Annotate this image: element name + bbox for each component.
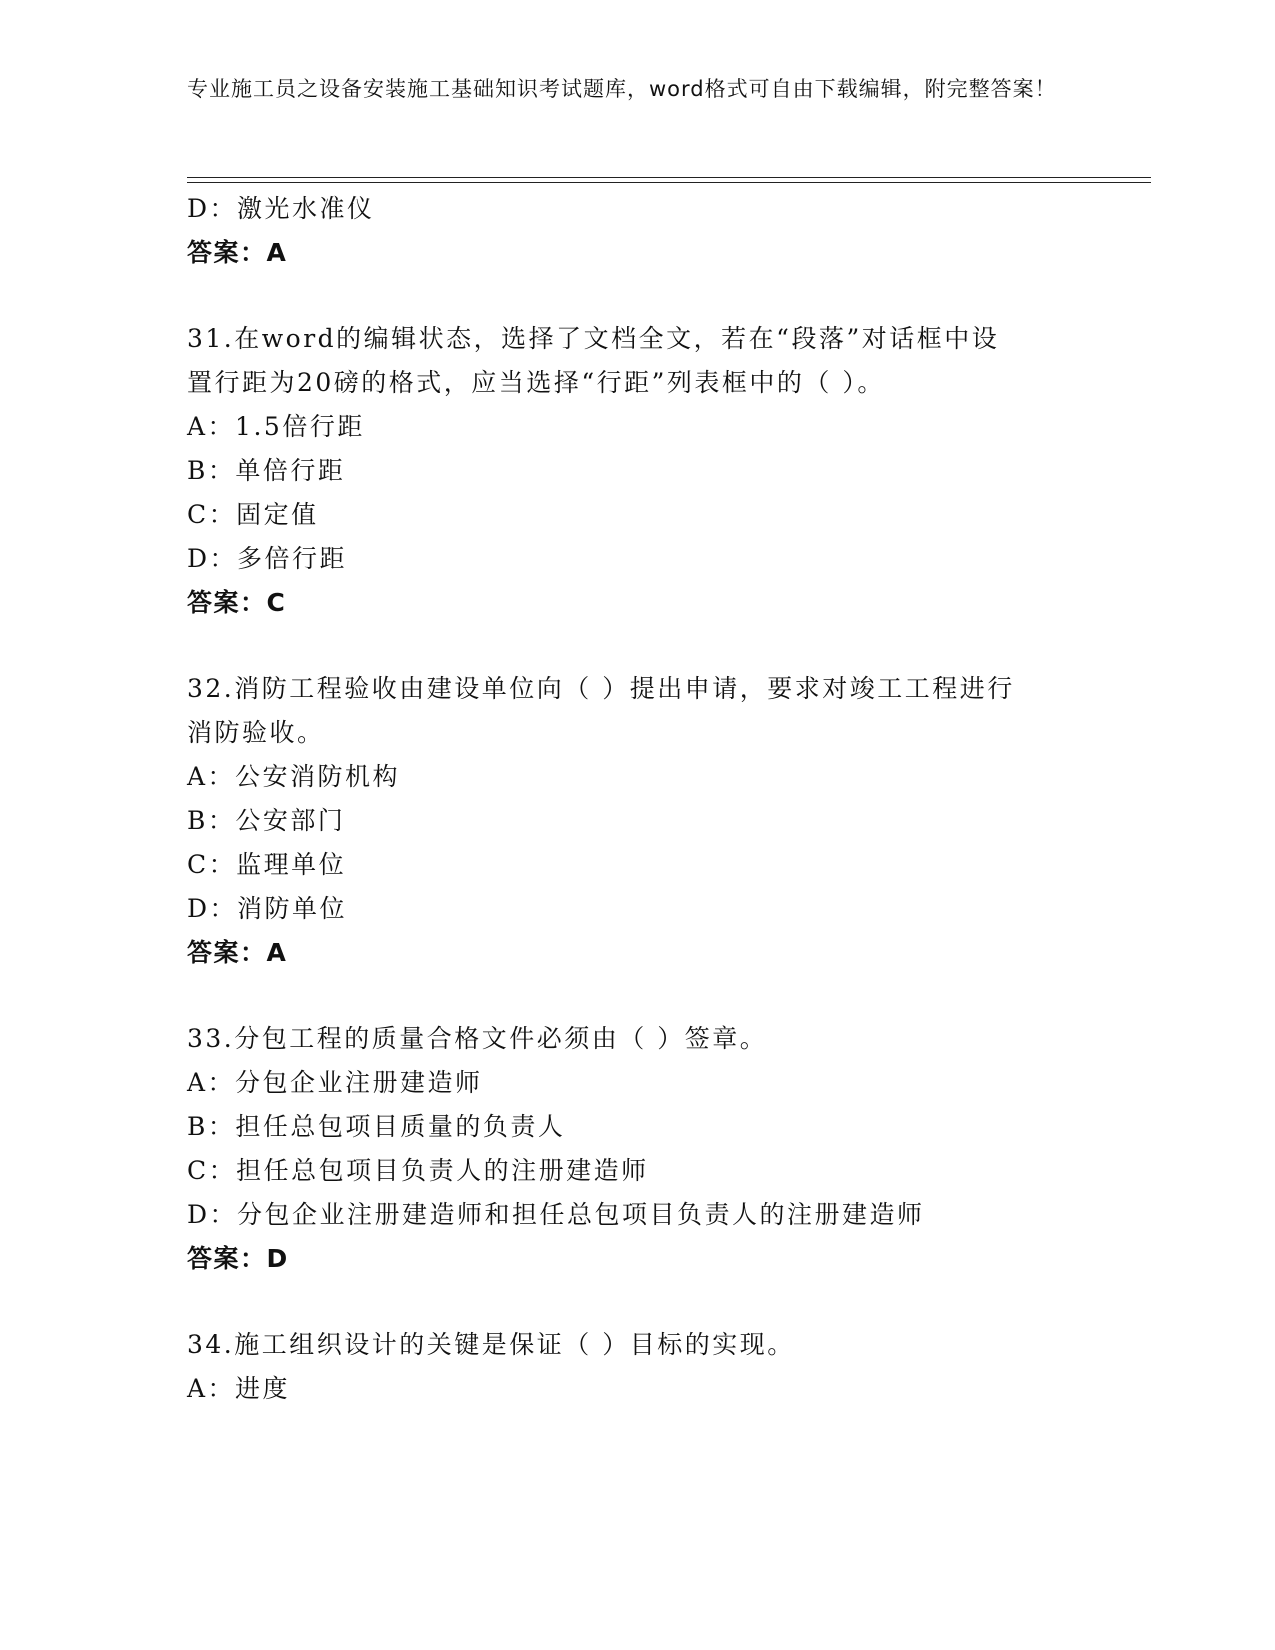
- option-d-q33: D：分包企业注册建造师和担任总包项目负责人的注册建造师: [187, 1200, 925, 1229]
- question-31-line1: 31.在word的编辑状态，选择了文档全文，若在“段落”对话框中设: [187, 324, 1000, 353]
- option-d-q30: D：激光水准仪: [187, 194, 375, 223]
- option-a-q31: A：1.5倍行距: [187, 412, 365, 441]
- question-31-line2: 置行距为20磅的格式，应当选择“行距”列表框中的（ ）。: [187, 368, 885, 397]
- answer-q30: 答案：A: [187, 238, 288, 267]
- option-a-q33: A：分包企业注册建造师: [187, 1068, 483, 1097]
- question-33: 33.分包工程的质量合格文件必须由（ ）签章。: [187, 1024, 768, 1053]
- option-c-q32: C：监理单位: [187, 850, 347, 879]
- header-rule-bottom: [187, 182, 1151, 183]
- question-32-line1: 32.消防工程验收由建设单位向（ ）提出申请，要求对竣工工程进行: [187, 674, 1015, 703]
- option-d-q31: D：多倍行距: [187, 544, 348, 573]
- question-34: 34.施工组织设计的关键是保证（ ）目标的实现。: [187, 1330, 795, 1359]
- option-b-q33: B：担任总包项目质量的负责人: [187, 1112, 566, 1141]
- option-c-q31: C：固定值: [187, 500, 319, 529]
- option-d-q32: D：消防单位: [187, 894, 348, 923]
- answer-q32: 答案：A: [187, 938, 288, 967]
- question-32-line2: 消防验收。: [187, 718, 325, 747]
- option-b-q31: B：单倍行距: [187, 456, 346, 485]
- answer-q31: 答案：C: [187, 588, 287, 617]
- option-a-q32: A：公安消防机构: [187, 762, 401, 791]
- option-b-q32: B：公安部门: [187, 806, 346, 835]
- option-c-q33: C：担任总包项目负责人的注册建造师: [187, 1156, 649, 1185]
- answer-q33: 答案：D: [187, 1244, 289, 1273]
- document-header: 专业施工员之设备安装施工基础知识考试题库，word格式可自由下载编辑，附完整答案！: [187, 77, 1057, 101]
- header-rule-top: [187, 177, 1151, 178]
- option-a-q34: A：进度: [187, 1374, 291, 1403]
